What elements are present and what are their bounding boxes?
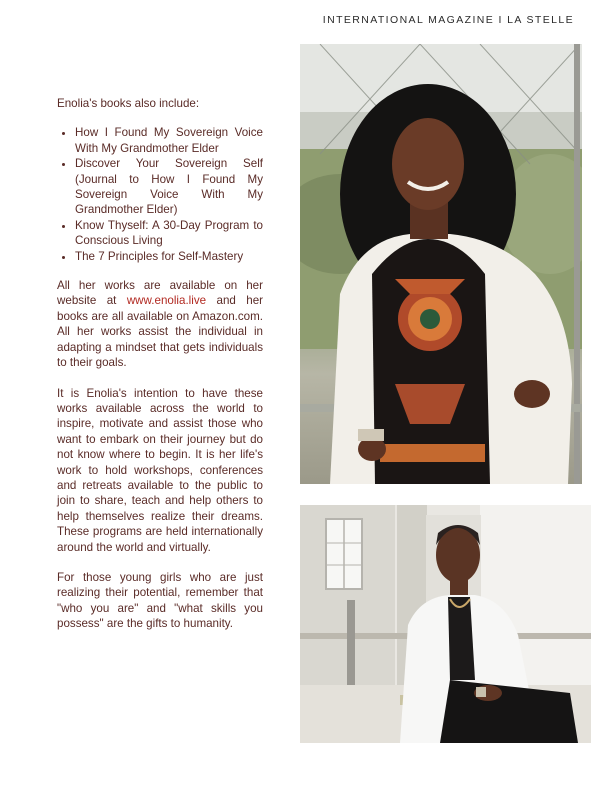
works-text-start: All her works are available on her website at bbox=[57, 279, 263, 308]
website-link[interactable]: www.enolia.live bbox=[126, 294, 207, 308]
portrait-photo-seated bbox=[300, 505, 591, 743]
closing-paragraph: For those young girls who are just realizing their potential, remember that "who you are" and "what skills you possess" are the gifts to humanity. bbox=[57, 570, 263, 631]
books-intro: Enolia's books also include: bbox=[57, 97, 200, 110]
book-item: • Know Thyself: A 30-Day Program to Conscious Living bbox=[75, 218, 263, 249]
book-item: • The 7 Principles for Self-Mastery bbox=[75, 249, 263, 264]
books-list bbox=[57, 125, 263, 264]
intention-paragraph: It is Enolia's intention to have these works available across the world to inspire, motivate and assist those who want to embark on their journey but do not know where to begin. It is her life's work to hold workshops, conferences and retreats available to the public to join to share, teach and help others to help themselves realize their dreams. These programs are held internationally around the world and virtually. bbox=[57, 386, 263, 554]
works-paragraph bbox=[57, 278, 263, 370]
works-text-end: and her books are all available on Amazon.com. All her works assist the individual in adapting a mindset that gets individuals to their goals. bbox=[57, 294, 264, 370]
article-text-column bbox=[57, 96, 263, 647]
magazine-header: INTERNATIONAL MAGAZINE I LA STELLE bbox=[322, 14, 574, 26]
book-item: • How I Found My Sovereign Voice With My Grandmother Elder bbox=[75, 125, 263, 156]
book-item: • Discover Your Sovereign Self (Journal to How I Found My Sovereign Voice With My Grandmother Elder) bbox=[75, 156, 263, 218]
portrait-photo-standing bbox=[300, 44, 582, 484]
